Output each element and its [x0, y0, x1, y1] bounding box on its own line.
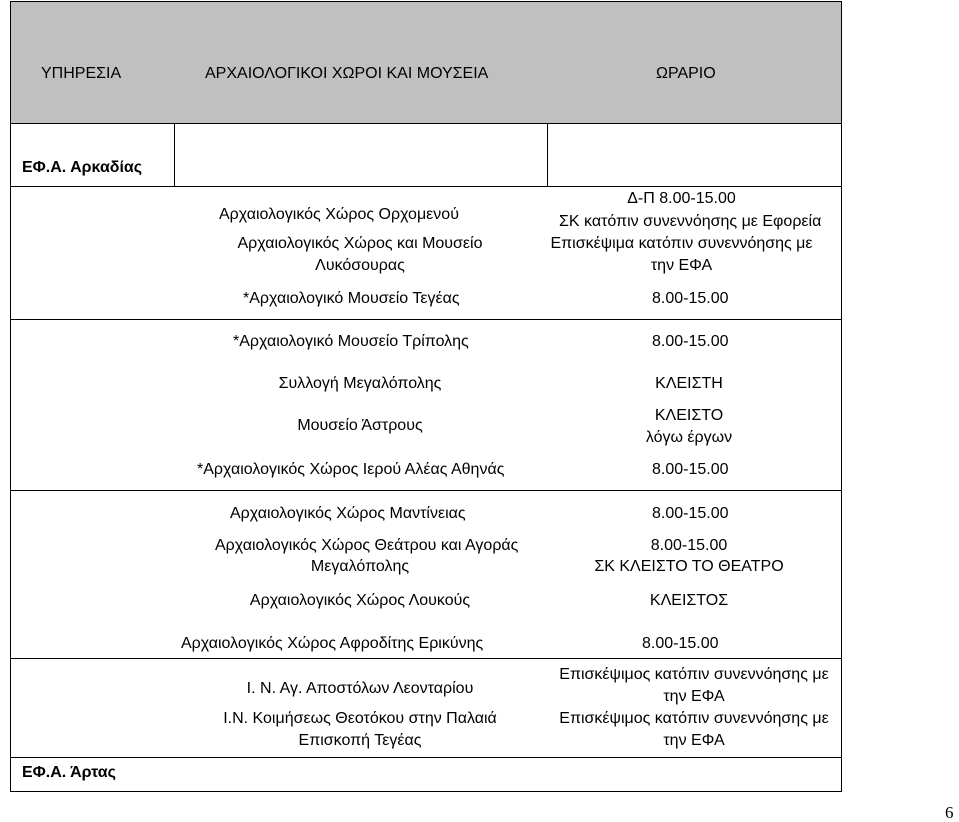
hours-astros-line-2: λόγω έργων — [645, 429, 733, 446]
site-orchomenos: Αρχαιολογικός Χώρος Ορχομενού — [219, 206, 459, 223]
header-hours: ΩΡΑΡΙΟ — [656, 65, 716, 82]
divider-before-arta — [11, 757, 841, 758]
site-tripoli-museum: *Αρχαιολογικό Μουσείο Τρίπολης — [233, 333, 469, 350]
divider-after-arcadia — [11, 186, 841, 187]
divider-after-tegea — [11, 319, 841, 320]
site-megalopoli-collection: Συλλογή Μεγαλόπολης — [278, 375, 442, 392]
ephorate-arta-label: ΕΦ.Α. Άρτας — [22, 764, 116, 781]
hours-leontari-line-1: Επισκέψιμος κατόπιν συνεννόησης με — [559, 666, 829, 683]
hours-leontari-line-2: την ΕΦΑ — [663, 688, 725, 705]
hours-tripoli-museum: 8.00-15.00 — [652, 333, 729, 350]
hours-astros-line-1: ΚΛΕΙΣΤΟ — [654, 407, 724, 424]
hours-episkopi-line-1: Επισκέψιμος κατόπιν συνεννόησης με — [559, 710, 829, 727]
site-lykosoura-line-1: Αρχαιολογικός Χώρος και Μουσείο — [237, 235, 483, 252]
hours-mantinea: 8.00-15.00 — [652, 505, 729, 522]
site-astros-museum: Μουσείο Άστρους — [297, 417, 423, 434]
site-episkopi-church-line-2: Επισκοπή Τεγέας — [298, 732, 422, 749]
column-divider-left — [174, 124, 175, 187]
hours-orchomenos-line-1: Δ-Π 8.00-15.00 — [627, 190, 736, 207]
header-sites: ΑΡΧΑΙΟΛΟΓΙΚΟΙ ΧΩΡΟΙ ΚΑΙ ΜΟΥΣΕΙΑ — [205, 65, 489, 82]
hours-aphrodite-erykine: 8.00-15.00 — [642, 635, 719, 652]
page-number: 6 — [945, 803, 954, 822]
site-lykosoura-line-2: Λυκόσουρας — [315, 257, 405, 274]
hours-megalopoli-collection: ΚΛΕΙΣΤΗ — [655, 375, 723, 392]
hours-orchomenos-line-2: ΣΚ κατόπιν συνεννόησης με Εφορεία — [559, 213, 822, 230]
site-leontari-church: Ι. Ν. Αγ. Αποστόλων Λεονταρίου — [246, 680, 474, 697]
site-mantinea: Αρχαιολογικός Χώρος Μαντίνειας — [230, 505, 466, 522]
divider-after-alea — [11, 490, 841, 491]
hours-lykosoura-line-1: Επισκέψιμα κατόπιν συνεννόησης με — [550, 235, 813, 252]
hours-megalopoli-theatre-line-2: ΣΚ ΚΛΕΙΣΤΟ ΤΟ ΘΕΑΤΡΟ — [594, 558, 784, 575]
site-aphrodite-erykine: Αρχαιολογικός Χώρος Αφροδίτης Ερικύνης — [181, 635, 484, 652]
hours-tegea-museum: 8.00-15.00 — [652, 290, 729, 307]
hours-loukou: ΚΛΕΙΣΤΟΣ — [649, 592, 729, 609]
site-episkopi-church-line-1: Ι.Ν. Κοιμήσεως Θεοτόκου στην Παλαιά — [223, 710, 497, 727]
site-loukou: Αρχαιολογικός Χώρος Λουκούς — [249, 592, 471, 609]
ephorate-arcadia-label: ΕΦ.Α. Αρκαδίας — [22, 159, 143, 176]
site-megalopoli-theatre-line-1: Αρχαιολογικός Χώρος Θεάτρου και Αγοράς — [215, 537, 519, 554]
hours-lykosoura-line-2: την ΕΦΑ — [650, 257, 713, 274]
column-divider-right — [547, 124, 548, 187]
site-tegea-museum: *Αρχαιολογικό Μουσείο Τεγέας — [243, 290, 460, 307]
site-megalopoli-theatre-line-2: Μεγαλόπολης — [310, 558, 410, 575]
hours-megalopoli-theatre-line-1: 8.00-15.00 — [650, 537, 728, 554]
site-alea-athena: *Αρχαιολογικός Χώρος Ιερού Αλέας Αθηνάς — [197, 461, 505, 478]
table-header-row — [11, 2, 841, 124]
museum-hours-table — [10, 1, 842, 792]
hours-alea-athena: 8.00-15.00 — [652, 461, 729, 478]
hours-episkopi-line-2: την ΕΦΑ — [663, 732, 725, 749]
divider-after-aphrodite — [11, 658, 841, 659]
header-service: ΥΠΗΡΕΣΙΑ — [41, 65, 122, 82]
